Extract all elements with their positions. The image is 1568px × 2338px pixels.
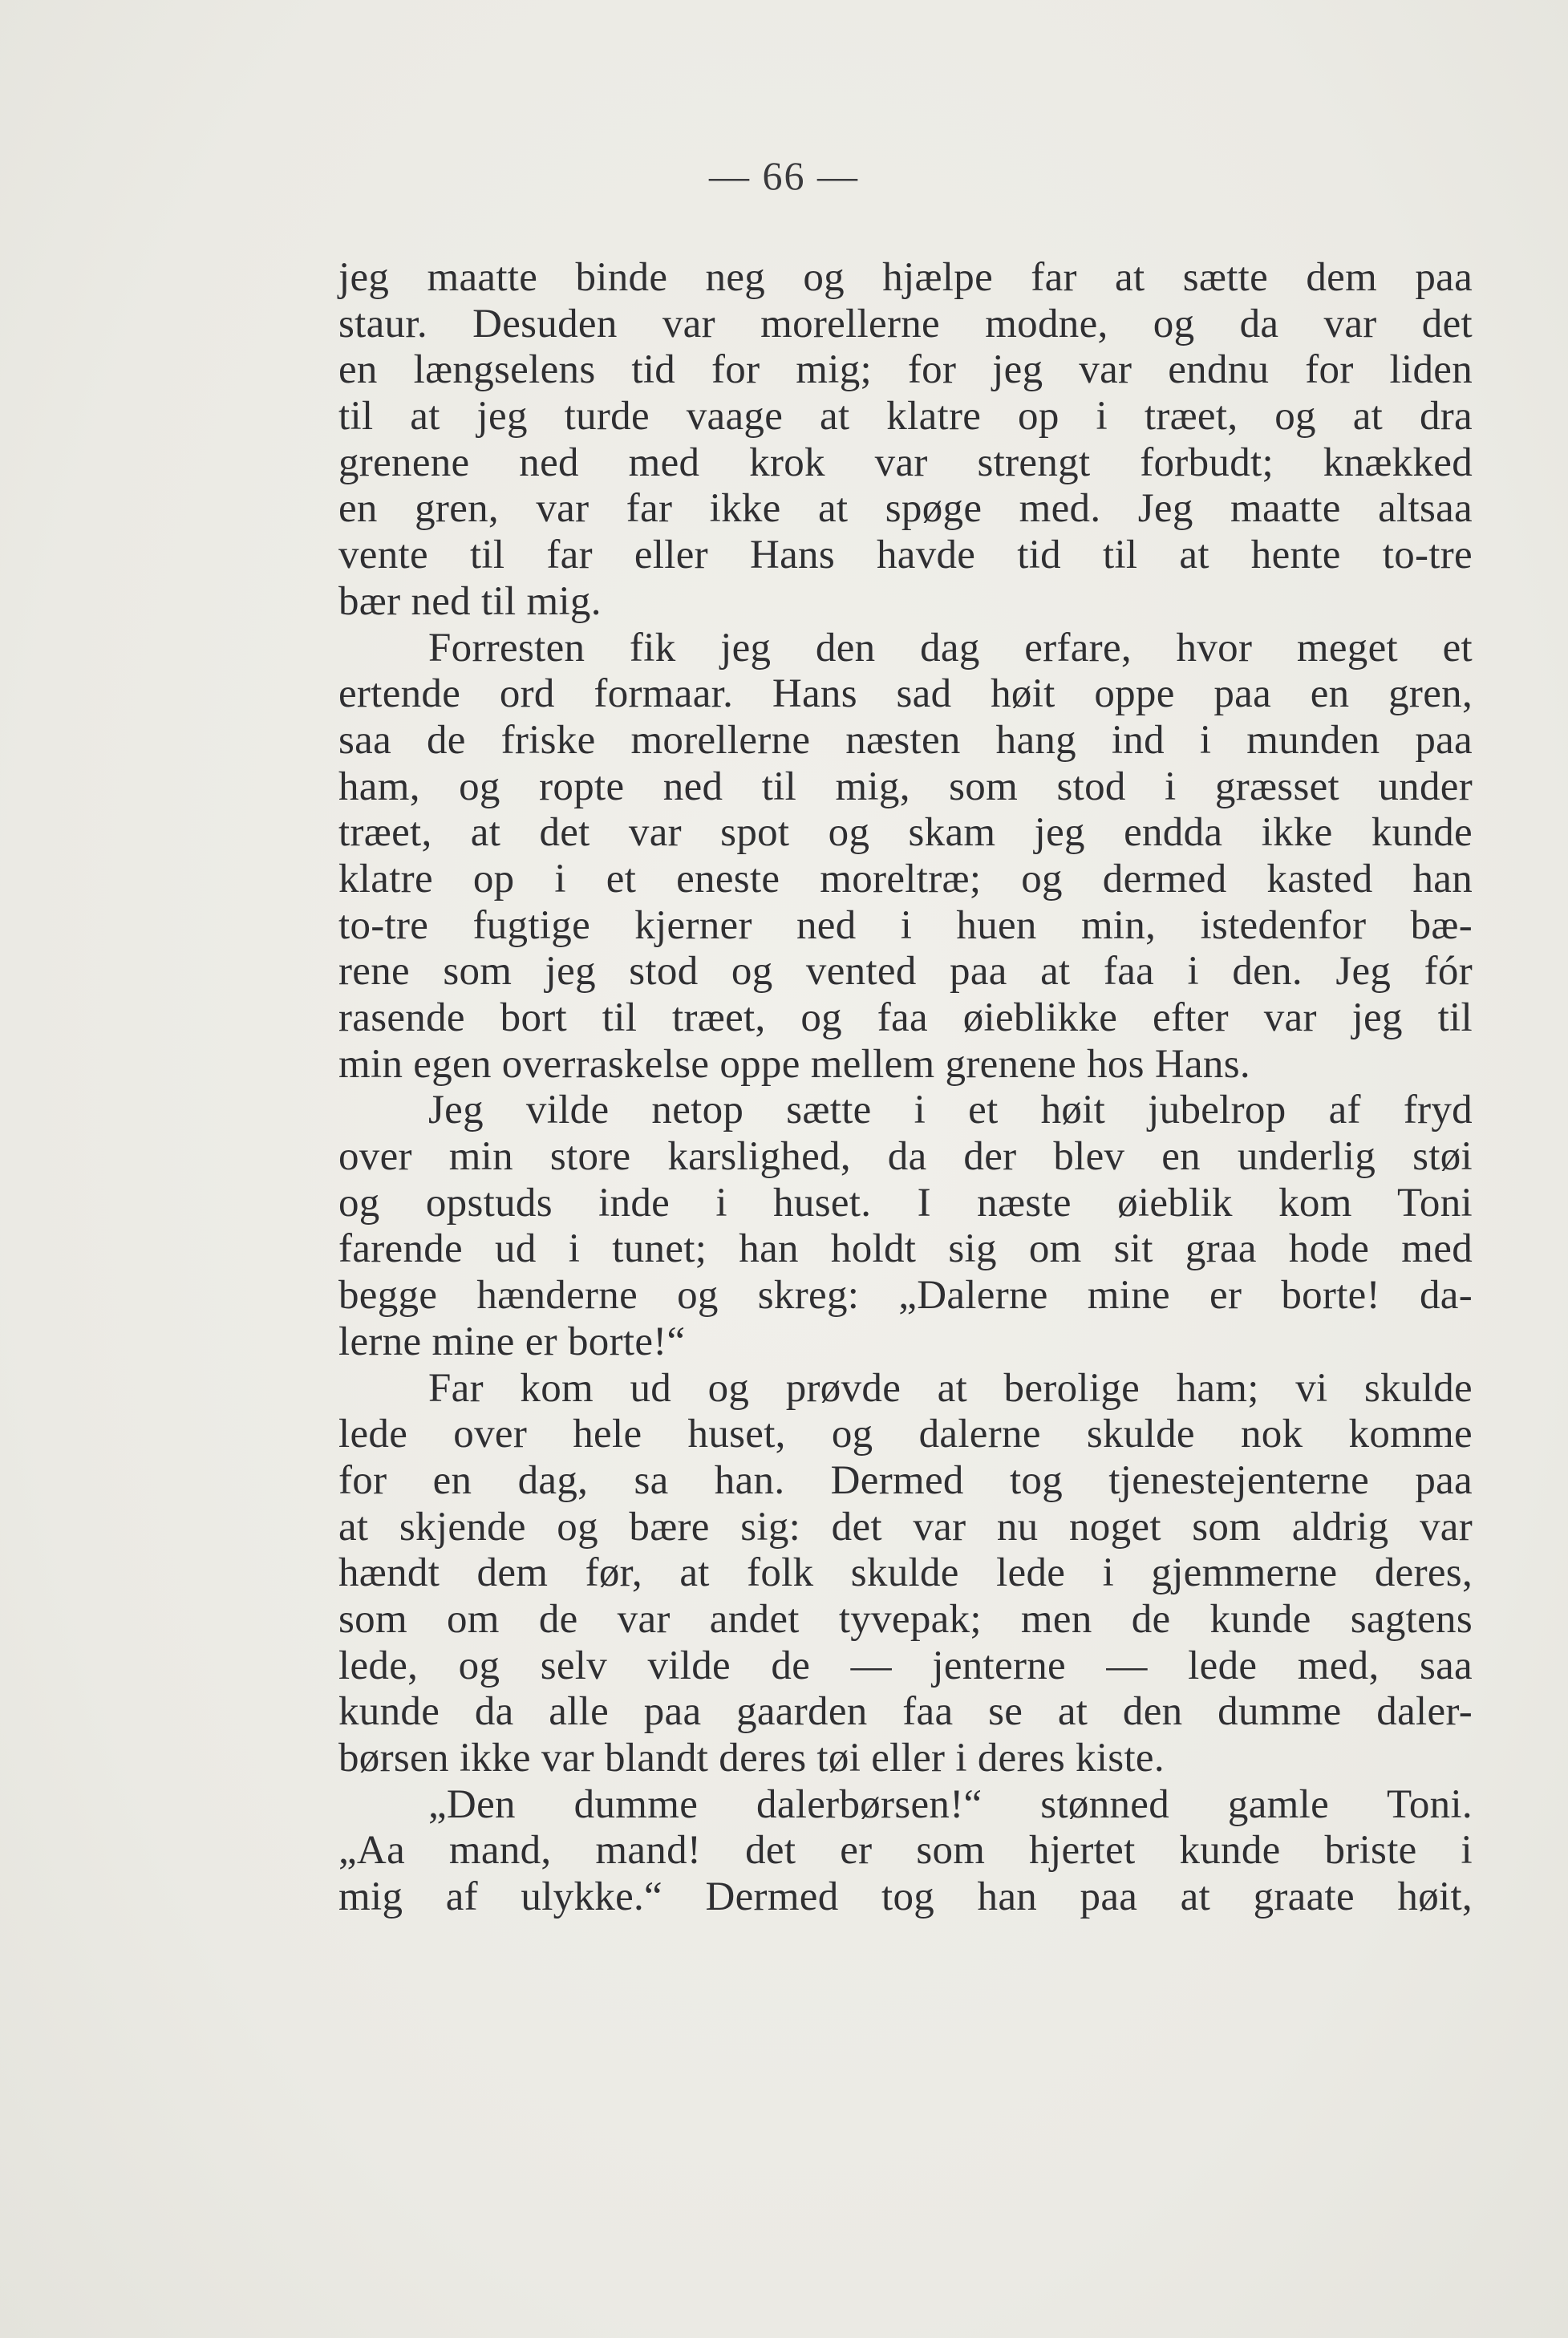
text-line: hændt dem før, at folk skulde lede i gjemmerne deres, <box>338 1550 1473 1596</box>
text-line: ertende ord formaar. Hans sad høit oppe paa en gren, <box>338 671 1473 717</box>
text-line: træet, at det var spot og skam jeg endda ikke kunde <box>338 810 1473 856</box>
text-line: over min store karslighed, da der blev en underlig støi <box>338 1134 1473 1180</box>
text-line: min egen overraskelse oppe mellem grenene hos Hans. <box>338 1041 1250 1087</box>
text-line: „Den dumme dalerbørsen!“ stønned gamle Toni. <box>428 1781 1473 1827</box>
text-line: som om de var andet tyvepak; men de kunde sagtens <box>338 1596 1473 1642</box>
text-line: „Aa mand, mand! det er som hjertet kunde briste i <box>338 1828 1473 1874</box>
text-line: farende ud i tunet; han holdt sig om sit graa hode med <box>338 1226 1473 1272</box>
text-line: Jeg vilde netop sætte i et høit jubelrop af fryd <box>428 1088 1473 1133</box>
paragraph <box>338 626 1473 1088</box>
page-number: — 66 — <box>709 153 859 198</box>
text-line: rene som jeg stod og vented paa at faa i den. Jeg fór <box>338 949 1473 995</box>
text-line: børsen ikke var blandt deres tøi eller i deres kiste. <box>338 1736 1165 1781</box>
paragraph <box>338 1088 1473 1365</box>
text-line: kunde da alle paa gaarden faa se at den dumme daler- <box>338 1689 1473 1735</box>
text-line: at skjende og bære sig: det var nu noget som aldrig var <box>338 1504 1473 1550</box>
paragraph <box>338 1366 1473 1782</box>
text-line: lede over hele huset, og dalerne skulde nok komme <box>338 1412 1473 1457</box>
text-line: lerne mine er borte!“ <box>338 1319 686 1364</box>
text-line: begge hænderne og skreg: „Dalerne mine er borte! da- <box>338 1273 1473 1319</box>
text-line: en gren, var far ikke at spøge med. Jeg maatte altsaa <box>338 486 1473 532</box>
text-line: saa de friske morellerne næsten hang ind i munden paa <box>338 717 1473 763</box>
text-line: ham, og ropte ned til mig, som stod i græsset under <box>338 764 1473 809</box>
text-line: Far kom ud og prøvde at berolige ham; vi skulde <box>428 1365 1473 1411</box>
text-line: for en dag, sa han. Dermed tog tjenestejenterne paa <box>338 1457 1473 1503</box>
text-line: til at jeg turde vaage at klatre op i træet, og at dra <box>338 394 1473 440</box>
text-line: vente til far eller Hans havde tid til at hente to-tre <box>338 533 1473 578</box>
text-line: en længselens tid for mig; for jeg var endnu for liden <box>338 347 1473 393</box>
text-line: to-tre fugtige kjerner ned i huen min, istedenfor bæ- <box>338 902 1473 948</box>
text-line: rasende bort til træet, og faa øieblikke efter var jeg til <box>338 995 1473 1040</box>
text-line: lede, og selv vilde de — jenterne — lede med, saa <box>338 1643 1473 1688</box>
text-line: bær ned til mig. <box>338 578 602 624</box>
text-line: jeg maatte binde neg og hjælpe far at sætte dem paa <box>338 255 1473 300</box>
text-line: klatre op i et eneste moreltræ; og dermed kasted han <box>338 856 1473 902</box>
text-line: og opstuds inde i huset. I næste øieblik kom Toni <box>338 1180 1473 1226</box>
paragraph <box>338 255 1473 626</box>
text-line: grenene ned med krok var strengt forbudt; knækked <box>338 440 1473 485</box>
paragraph <box>338 1782 1473 1921</box>
text-line: mig af ulykke.“ Dermed tog han paa at graate høit, <box>338 1874 1473 1920</box>
body-text <box>338 255 1473 1921</box>
text-line: Forresten fik jeg den dag erfare, hvor meget et <box>428 625 1473 671</box>
text-line: staur. Desuden var morellerne modne, og da var det <box>338 301 1473 346</box>
